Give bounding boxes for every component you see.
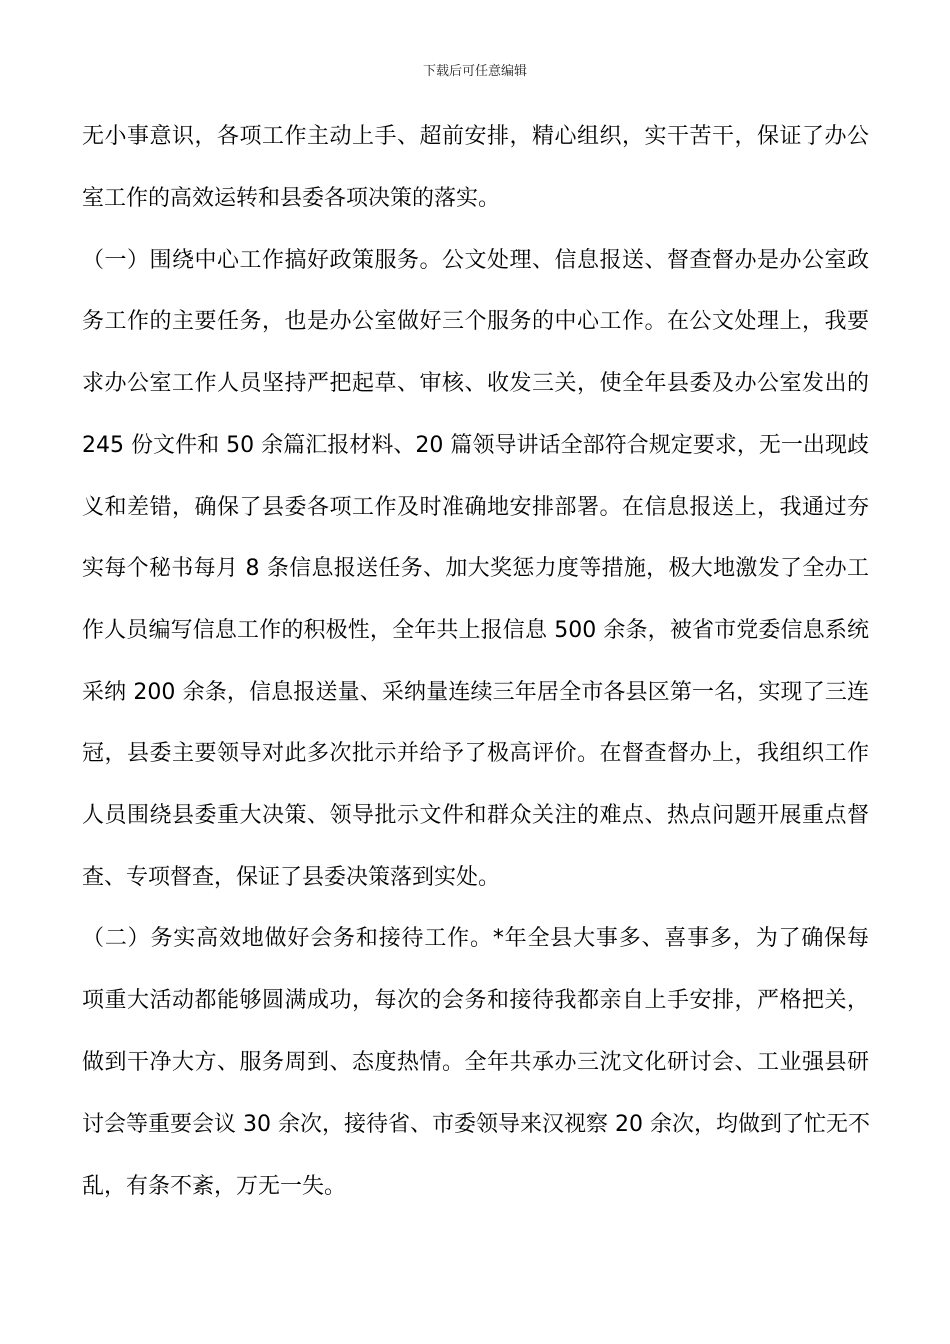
text-line: 实每个秘书每月 8 条信息报送任务、加大奖惩力度等措施，极大地激发了全办工 bbox=[82, 556, 869, 581]
text-line: 采纳 200 余条，信息报送量、采纳量连续三年居全市各县区第一名，实现了三连 bbox=[82, 680, 869, 705]
text-line: 项重大活动都能够圆满成功，每次的会务和接待我都亲自上手安排，严格把关， bbox=[82, 988, 869, 1013]
page-header-note: 下载后可任意编辑 bbox=[422, 64, 527, 79]
text-line: 冠，县委主要领导对此多次批示并给予了极高评价。在督查督办上，我组织工作 bbox=[82, 741, 869, 766]
text-line: 做到干净大方、服务周到、态度热情。全年共承办三沈文化研讨会、工业强县研 bbox=[82, 1050, 869, 1075]
text-line: 人员围绕县委重大决策、领导批示文件和群众关注的难点、热点问题开展重点督 bbox=[82, 803, 869, 828]
text-line: 无小事意识，各项工作主动上手、超前安排，精心组织，实干苦干，保证了办公 bbox=[82, 124, 869, 149]
text-line: 查、专项督查，保证了县委决策落到实处。 bbox=[82, 865, 501, 890]
text-line: 室工作的高效运转和县委各项决策的落实。 bbox=[82, 186, 501, 211]
text-line: 求办公室工作人员坚持严把起草、审核、收发三关，使全年县委及办公室发出的 bbox=[82, 371, 869, 396]
text-line: 乱，有条不紊，万无一失。 bbox=[82, 1174, 347, 1199]
text-line: 讨会等重要会议 30 余次，接待省、市委领导来汉视察 20 余次，均做到了忙无不 bbox=[82, 1112, 870, 1137]
text-line: 务工作的主要任务，也是办公室做好三个服务的中心工作。在公文处理上，我要 bbox=[82, 309, 869, 334]
text-line: 作人员编写信息工作的积极性，全年共上报信息 500 余条，被省市党委信息系统 bbox=[82, 618, 869, 643]
text-line: 245 份文件和 50 余篇汇报材料、20 篇领导讲话全部符合规定要求，无一出现歧 bbox=[82, 433, 869, 458]
text-line: （一）围绕中心工作搞好政策服务。公文处理、信息报送、督查督办是办公室政 bbox=[82, 248, 869, 273]
text-line: （二）务实高效地做好会务和接待工作。*年全县大事多、喜事多，为了确保每 bbox=[82, 926, 869, 951]
text-line: 义和差错，确保了县委各项工作及时准确地安排部署。在信息报送上，我通过夯 bbox=[82, 495, 869, 520]
